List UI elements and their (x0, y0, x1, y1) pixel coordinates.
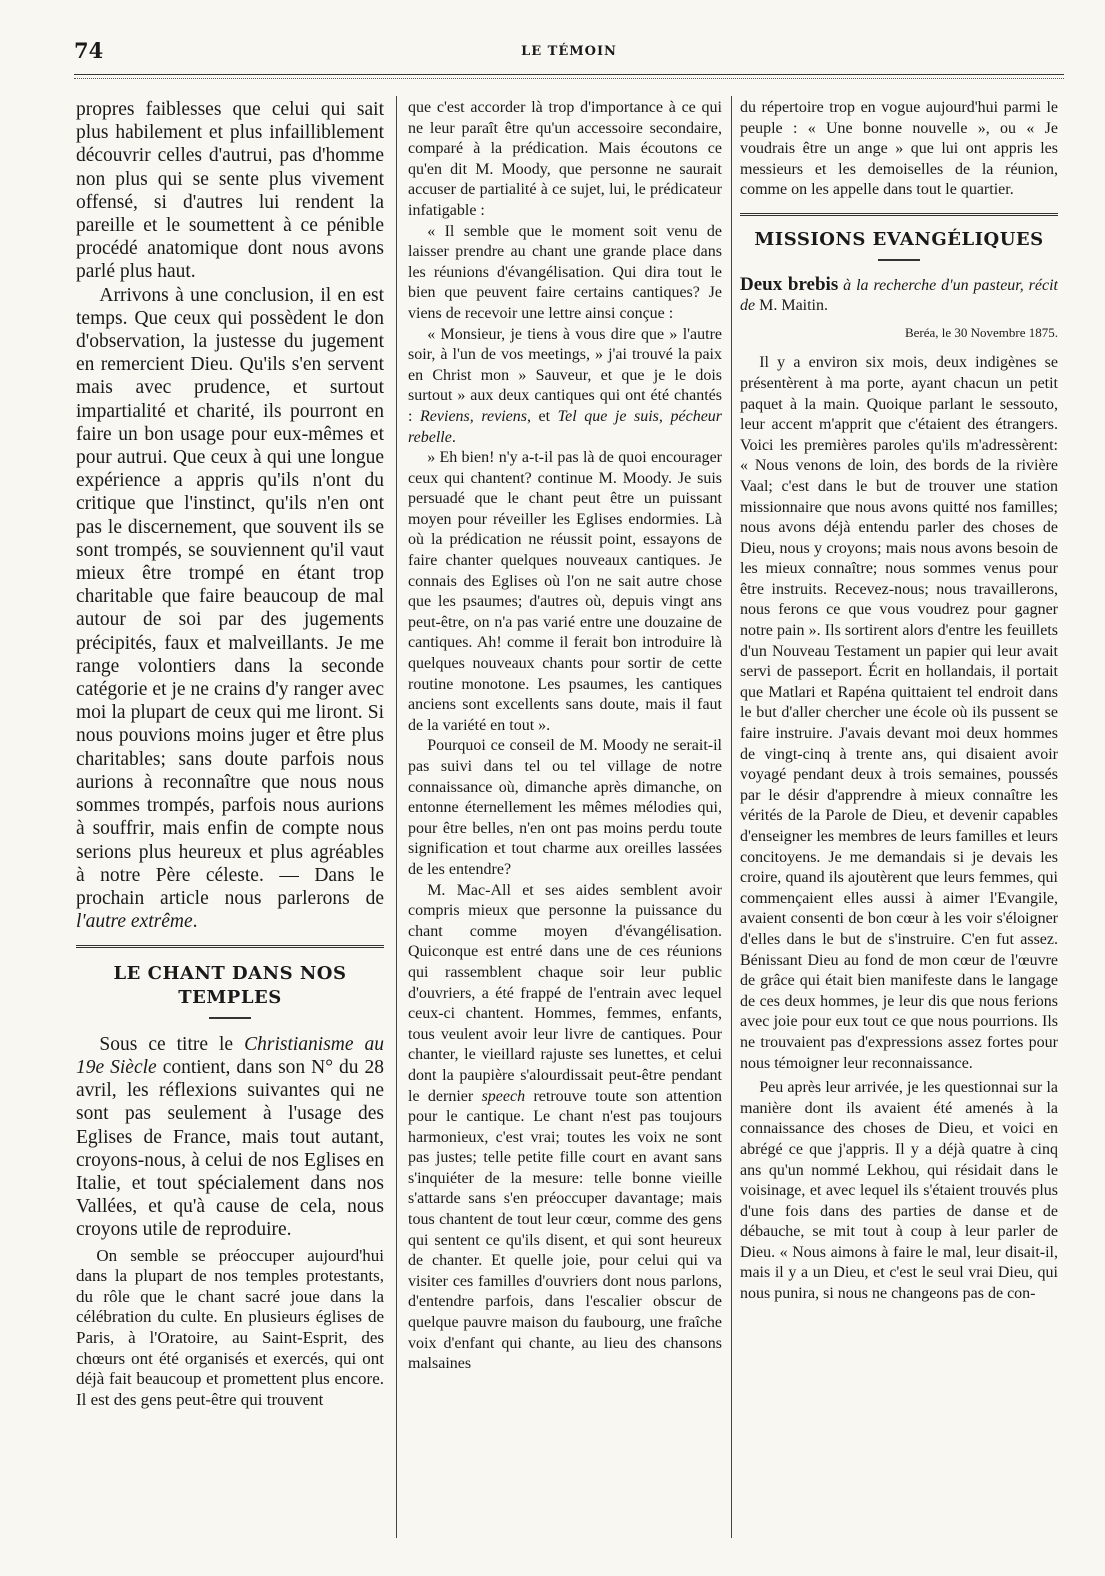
paragraph (76, 284, 384, 934)
section-divider (76, 945, 384, 948)
paragraph: du répertoire trop en vogue aujourd'hui parmi le peuple : « Une bonne nouvelle », ou « Je voudrais être un ange » que lui ont appris les messieurs et les demoiselles de la réunion, comme on les appelle dans tout le quartier. (740, 99, 1058, 199)
running-title: LE TÉMOIN (521, 44, 617, 59)
paragraph-text: . (451, 428, 456, 446)
heading-dash (76, 1011, 384, 1025)
paragraph: Pourquoi ce conseil de M. Moody ne serait-il pas suivi dans tel ou tel village de notre connaissance où, dimanche après dimanche, on entonne éternellement les mêmes mélodies qui, pour être belles, n'en ont pas moins perdu toute signification et tout charme aux oreilles lassées de les entendre? (408, 737, 722, 878)
paragraph: Il y a environ six mois, deux indigènes se présentèrent à ma porte, ayant chacun un petit paquet à la main. Quoique parlant le sessouto, leur accent m'apprit que c'étaient des étrangers. Voici les premières paroles qu'ils m'adressèrent: « Nous venons de loin, des bords de la rivière Vaal; c'est dans le but de trouver une station missionnaire que nous avons quitté nos familles; nous avons déjà entendu parler des choses de Dieu, nous y croyons; mais nous avons besoin de les mieux connaître; nous sommes venus pour être instruits. Recevez-nous; nous travaillerons, nous ferons ce que vous voudrez pour gagner notre pain ». Ils sortirent alors d'entre les feuillets d'un Nouveau Testament un papier qui leur avait servi de passeport. Écrit en hollandais, il portait que Matlari et Rapéna quittaient tel endroit dans le but d'aller chercher une école où ils pussent se faire instruire. J'avais devant moi deux hommes de vingt-cinq à trente ans, qui disaient avoir voyagé pendant deux à trois semaines, poussés par le désir d'apprendre à mieux connaître les vérités de la Parole de Dieu, et devenir capables d'enseigner les membres de leurs familles et leurs concitoyens. Je me demandais si je devais les croire, quand ils ajoutèrent que leurs femmes, qui commençaient elles aussi à aimer l'Evangile, avaient consenti de bon cœur à les voir s'éloigner d'elles dans le but de s'instruire. C'en fut assez. Bénissant Dieu au fond de mon cœur de l'œuvre de grâce qui était bien manifeste dans le langage de ces deux hommes, je leur dis que nous ferions avec joie pour eux tout ce que nous pourrions. Ils ne trouvaient pas d'expressions assez fortes pour nous témoigner leur reconnaissance. (740, 354, 1058, 1072)
paragraph (408, 881, 722, 1375)
page-header (74, 38, 1064, 68)
section-heading: MISSIONS EVANGÉLIQUES (754, 228, 1044, 250)
paragraph: » Eh bien! n'y a-t-il pas là de quoi encourager ceux qui chantent? continue M. Moody. Je suis persuadé que le chant peut être un puissant moyen pour réveiller les Eglises endormies. Là où la prédication ne réussit point, essayons de faire chanter quelques nouveaux cantiques. Je connais des Eglises où l'on ne sait autre chose que les psaumes; d'autres où, depuis vingt ans peut-être, on n'a pas varié entre une douzaine de cantiques. Ah! comme il ferait bon introduire là quelques nouveaux chants pour sortir de cette routine monotone. Les psaumes, les cantiques anciens sont excellents sans doute, mais il faut de la variété en tout ». (408, 449, 722, 734)
heading-dash (740, 253, 1058, 267)
italic-text: speech (481, 1087, 526, 1105)
paragraph-text: contient, dans son N° du 28 avril, les réflexions suivantes qui ne sont pas seulement à l'usage des Eglises de France, mais tout autant, croyons-nous, à celui de nos Eglises en Italie, et tout spécialement dans nos Vallées, et qu'à cause de cela, nous croyons utile de reproduire. (76, 1056, 384, 1241)
article-subheading (740, 275, 1058, 317)
paragraph-text: , et (526, 407, 551, 425)
author-name: M. Maitin. (759, 297, 828, 315)
paragraph (76, 1033, 384, 1242)
italic-text: Christianisme au 19e Siècle (76, 1033, 384, 1078)
italic-text: l'autre extrême (76, 911, 193, 933)
italic-text: Reviens, reviens (420, 407, 527, 425)
column-3 (740, 98, 1058, 1540)
page-number: 74 (74, 38, 104, 63)
subheading-bold: Deux brebis (740, 273, 839, 295)
subheading-italic: à la recherche d'un pasteur, récit de (740, 276, 1058, 315)
paragraph: que c'est accorder là trop d'importance à ce qui ne leur paraît être qu'un accessoire secondaire, comparé à la prédication. Mais écoutons ce qu'en dit M. Moody, que personne ne saurait accuser de partialité à ce sujet, lui, le prédicateur infatigable : (408, 99, 722, 219)
paragraph-text: Sous ce titre le (99, 1033, 234, 1055)
column-divider-2 (731, 96, 732, 1538)
column-1 (76, 98, 384, 1540)
paragraph: « Il semble que le moment soit venu de laisser prendre au chant une grande place dans les réunions d'évangélisation. Qui dira tout le bien que peuvent faire certains cantiques? Je viens de recevoir une lettre ainsi conçue : (408, 222, 722, 322)
paragraph-text: . (192, 911, 198, 933)
column-2 (408, 98, 722, 1540)
paragraph: On semble se préoccuper aujourd'hui dans la plupart de nos temples protestants, du rôle que le chant sacré joue dans la célébration du culte. En plusieurs églises de Paris, à l'Oratoire, au Saint-Esprit, des chœurs ont été organisés et exercés, qui ont déjà fait beaucoup et promettent plus encore. Il est des gens peut-être qui trouvent (76, 1245, 384, 1409)
column-divider-1 (396, 96, 397, 1538)
paragraph: propres faiblesses que celui qui sait plus habilement et plus infailliblement découvrir celles d'autrui, pas d'homme non plus qui se sente plus vivement offensé, si d'autres lui rendent la pareille et le soumettent à ce pénible procédé anatomique dont nous avons parlé plus haut. (76, 99, 384, 283)
paragraph-text: retrouve toute son attention pour le cantique. Le chant n'est pas toujours harmonieux, c'est vrai; toutes les voix ne sont pas justes; telle petite fille court en avant sans s'inquiéter de la mesure: telle bonne vieille s'attarde sans s'en préoccuper davantage; mais tous chantent de tout leur cœur, comme des gens qui sentent ce qu'ils disent, et qui sont heureux de chanter. Et quelle joie, pour celui qui va visiter ces familles d'ouvriers dont nous parlons, d'entendre parfois, dans l'escalier obscur de quelque pauvre maison du faubourg, une fraîche voix d'enfant qui chante, au lieu des chansons malsaines (408, 1087, 722, 1373)
quoted-letter (408, 325, 722, 449)
italic-text: Tel que je suis, pécheur rebelle (408, 407, 722, 446)
header-rule (74, 74, 1064, 79)
paragraph-text: « Monsieur, je tiens à vous dire que » l'autre soir, à l'un de vos meetings, » j'ai trouvé la paix en Christ mon » Sauveur, et que je le dois surtout » aux deux cantiques qui ont été chantés : (408, 325, 722, 425)
section-divider (740, 213, 1058, 216)
paragraph-text: Arrivons à une conclusion, il en est temps. Que ceux qui possèdent le don d'observation, la justesse du jugement en remercient Dieu. Qu'ils s'en servent mais avec prudence, et surtout impartialité et charité, ils pourront en faire un bon usage pour eux-mêmes et pour autrui. Que ceux à qui une longue expérience a appris qu'ils n'ont du critique que l'instinct, qu'ils n'en ont pas le discernement, que souvent ils se sont trompés, se souviennent qu'il vaut mieux être trompé en étant trop charitable que faire beaucoup de mal autour de soi par des jugements précipités, faux et malveillants. Je me range volontiers dans la seconde catégorie et je ne crains d'y ranger avec moi la plupart de ceux qui me liront. Si nous pouvions moins juger et être plus charitables; sans doute parfois nous aurions à reconnaître que nous nous sommes trompés, parfois nous aurions à souffrir, mais enfin de compte nous serions plus heureux et plus agréables à notre Père céleste. — Dans le prochain article nous parlerons de (76, 284, 384, 909)
article-heading: LE CHANT DANS NOS TEMPLES (113, 963, 347, 1008)
paragraph: Peu après leur arrivée, je les questionnai sur la manière dont ils avaient été amenés à la connaissance des choses de Dieu, et voici en abrégé ce que j'appris. Il y a déjà quatre à cinq ans qu'un nommé Lekhou, qui résidait dans le voisinage, et avec lequel ils s'étaient trouvés plus d'une fois dans des parties de danse et de débauche, se mit tout à coup à leur parler de Dieu. « Nous aimons à faire le mal, leur disait-il, mais il y a un Dieu, et c'est le seul vrai Dieu, qui nous punira, si nous ne changeons pas de con- (740, 1079, 1058, 1303)
dateline: Beréa, le 30 Novembre 1875. (904, 324, 1058, 340)
paragraph-text: M. Mac-All et ses aides semblent avoir compris mieux que personne la puissance du chant comme moyen d'évangélisation. Quiconque est entré dans une de ces réunions qui rassemblent chaque soir leur public d'ouvriers, a été frappé de l'entrain avec lequel ceux-ci chantent. Hommes, femmes, enfants, tous veulent avoir leur livre de cantiques. Pour chanter, le vieillard rajuste ses lunettes, et celui dont la paupière s'alourdissait peut-être pendant le dernier (408, 881, 722, 1105)
